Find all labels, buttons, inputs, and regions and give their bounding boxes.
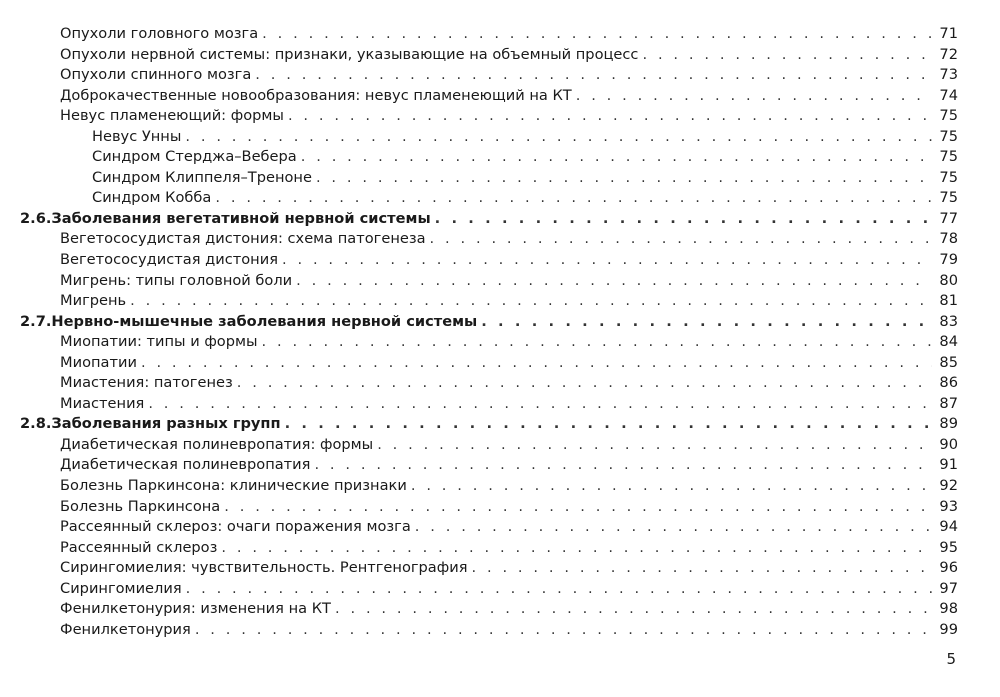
table-of-contents [20, 24, 958, 640]
entry-title: Опухоли головного мозга [60, 25, 259, 42]
dot-leader [237, 373, 932, 394]
entry-title: Синдром Кобба [92, 189, 212, 207]
section-number: 2.8. [20, 415, 52, 433]
section-number: 2.7. [20, 312, 52, 330]
toc-entry[interactable] [20, 517, 958, 538]
entry-title: Сирингомиелия [60, 579, 182, 597]
toc-entry[interactable] [20, 538, 958, 559]
toc-entry[interactable] [20, 271, 958, 292]
entry-page-number: 71 [939, 25, 958, 42]
entry-title: Опухоли нервной системы: признаки, указывающие на объемный процесс [60, 45, 639, 63]
toc-entry[interactable] [20, 127, 958, 148]
entry-page-number: 99 [939, 620, 958, 638]
entry-page-number: 97 [939, 579, 958, 597]
toc-entry[interactable] [20, 497, 958, 518]
entry-title: Миопатии [60, 353, 137, 371]
entry-page-number: 96 [939, 559, 958, 577]
dot-leader [642, 45, 932, 66]
entry-title: Доброкачественные новообразования: невус пламенеющий на КТ [60, 86, 572, 104]
toc-section-entry[interactable] [20, 312, 958, 333]
entry-title: Миастения [60, 394, 145, 412]
dot-leader [288, 106, 932, 127]
dot-leader [314, 455, 932, 476]
entry-title: Миопатии: типы и формы [60, 333, 258, 351]
toc-entry[interactable] [20, 86, 958, 107]
entry-title: Опухоли спинного мозга [60, 66, 252, 84]
entry-title: Заболевания вегетативной нервной системы [51, 209, 431, 227]
toc-entry[interactable] [20, 168, 958, 189]
entry-page-number: 75 [939, 168, 958, 186]
dot-leader [481, 312, 932, 333]
toc-entry[interactable] [20, 599, 958, 620]
entry-page-number: 91 [939, 456, 958, 474]
toc-entry[interactable] [20, 291, 958, 312]
entry-page-number: 78 [939, 230, 958, 248]
entry-page-number: 86 [939, 374, 958, 392]
entry-page-number: 98 [939, 600, 958, 618]
toc-entry[interactable] [20, 45, 958, 66]
dot-leader [130, 291, 932, 312]
entry-page-number: 80 [939, 271, 958, 289]
entry-title: Мигрень [60, 292, 127, 310]
entry-title: Невус Унны [92, 127, 182, 145]
dot-leader [377, 435, 932, 456]
dot-leader [262, 332, 932, 353]
entry-page-number: 85 [939, 353, 958, 371]
entry-page-number: 81 [939, 292, 958, 310]
entry-page-number: 77 [939, 209, 958, 227]
entry-title: Вегетососудистая дистония: схема патогенеза [60, 230, 426, 248]
toc-entry[interactable] [20, 353, 958, 374]
dot-leader [435, 209, 932, 230]
dot-leader [141, 353, 932, 374]
entry-title: Сирингомиелия: чувствительность. Рентгенография [60, 559, 468, 577]
toc-entry[interactable] [20, 24, 958, 45]
entry-page-number: 75 [939, 127, 958, 145]
toc-entry[interactable] [20, 229, 958, 250]
dot-leader [262, 24, 932, 45]
toc-entry[interactable] [20, 65, 958, 86]
dot-leader [576, 86, 932, 107]
entry-title: Диабетическая полиневропатия [60, 456, 311, 474]
toc-entry[interactable] [20, 455, 958, 476]
entry-page-number: 72 [939, 45, 958, 63]
entry-title: Болезнь Паркинсона [60, 497, 221, 515]
entry-title: Невус пламенеющий: формы [60, 107, 284, 125]
entry-title: Заболевания разных групп [51, 415, 281, 433]
toc-entry[interactable] [20, 250, 958, 271]
entry-title: Вегетососудистая дистония [60, 251, 278, 269]
entry-title: Диабетическая полиневропатия: формы [60, 435, 374, 453]
entry-title: Миастения: патогенез [60, 374, 233, 392]
entry-page-number: 75 [939, 107, 958, 125]
toc-entry[interactable] [20, 620, 958, 641]
entry-page-number: 73 [939, 66, 958, 84]
dot-leader [411, 476, 932, 497]
toc-entry[interactable] [20, 394, 958, 415]
toc-entry[interactable] [20, 558, 958, 579]
entry-page-number: 89 [939, 415, 958, 433]
toc-entry[interactable] [20, 332, 958, 353]
entry-page-number: 83 [939, 312, 958, 330]
toc-entry[interactable] [20, 476, 958, 497]
dot-leader [335, 599, 932, 620]
dot-leader [195, 620, 932, 641]
dot-leader [285, 414, 932, 435]
entry-page-number: 87 [939, 394, 958, 412]
entry-title: Фенилкетонурия: изменения на КТ [60, 600, 331, 618]
toc-section-entry[interactable] [20, 414, 958, 435]
entry-title: Синдром Клиппеля–Треноне [92, 168, 312, 186]
dot-leader [316, 168, 932, 189]
entry-page-number: 84 [939, 333, 958, 351]
dot-leader [296, 271, 932, 292]
entry-page-number: 74 [939, 86, 958, 104]
entry-page-number: 95 [939, 538, 958, 556]
toc-entry[interactable] [20, 579, 958, 600]
entry-page-number: 90 [939, 435, 958, 453]
toc-entry[interactable] [20, 106, 958, 127]
entry-title: Болезнь Паркинсона: клинические признаки [60, 477, 407, 495]
entry-title: Рассеянный склероз [60, 538, 218, 556]
section-number: 2.6. [20, 209, 52, 227]
toc-entry[interactable] [20, 373, 958, 394]
entry-page-number: 75 [939, 148, 958, 166]
entry-title: Мигрень: типы головной боли [60, 271, 293, 289]
toc-section-entry[interactable] [20, 209, 958, 230]
entry-page-number: 92 [939, 477, 958, 495]
dot-leader [430, 229, 932, 250]
toc-entry[interactable] [20, 147, 958, 168]
dot-leader [415, 517, 932, 538]
dot-leader [185, 127, 932, 148]
dot-leader [255, 65, 932, 86]
entry-title: Нервно-мышечные заболевания нервной системы [51, 312, 478, 330]
dot-leader [472, 558, 933, 579]
entry-page-number: 94 [939, 518, 958, 536]
toc-entry[interactable] [20, 188, 958, 209]
entry-title: Синдром Стерджа–Вебера [92, 148, 297, 166]
entry-page-number: 79 [939, 251, 958, 269]
dot-leader [282, 250, 932, 271]
entry-page-number: 75 [939, 189, 958, 207]
toc-entry[interactable] [20, 435, 958, 456]
page-number: 5 [946, 650, 956, 668]
dot-leader [148, 394, 932, 415]
dot-leader [186, 579, 932, 600]
dot-leader [224, 497, 932, 518]
entry-title: Фенилкетонурия [60, 620, 191, 638]
entry-title: Рассеянный склероз: очаги поражения мозга [60, 518, 411, 536]
entry-page-number: 93 [939, 497, 958, 515]
dot-leader [221, 538, 932, 559]
dot-leader [215, 188, 932, 209]
dot-leader [301, 147, 932, 168]
